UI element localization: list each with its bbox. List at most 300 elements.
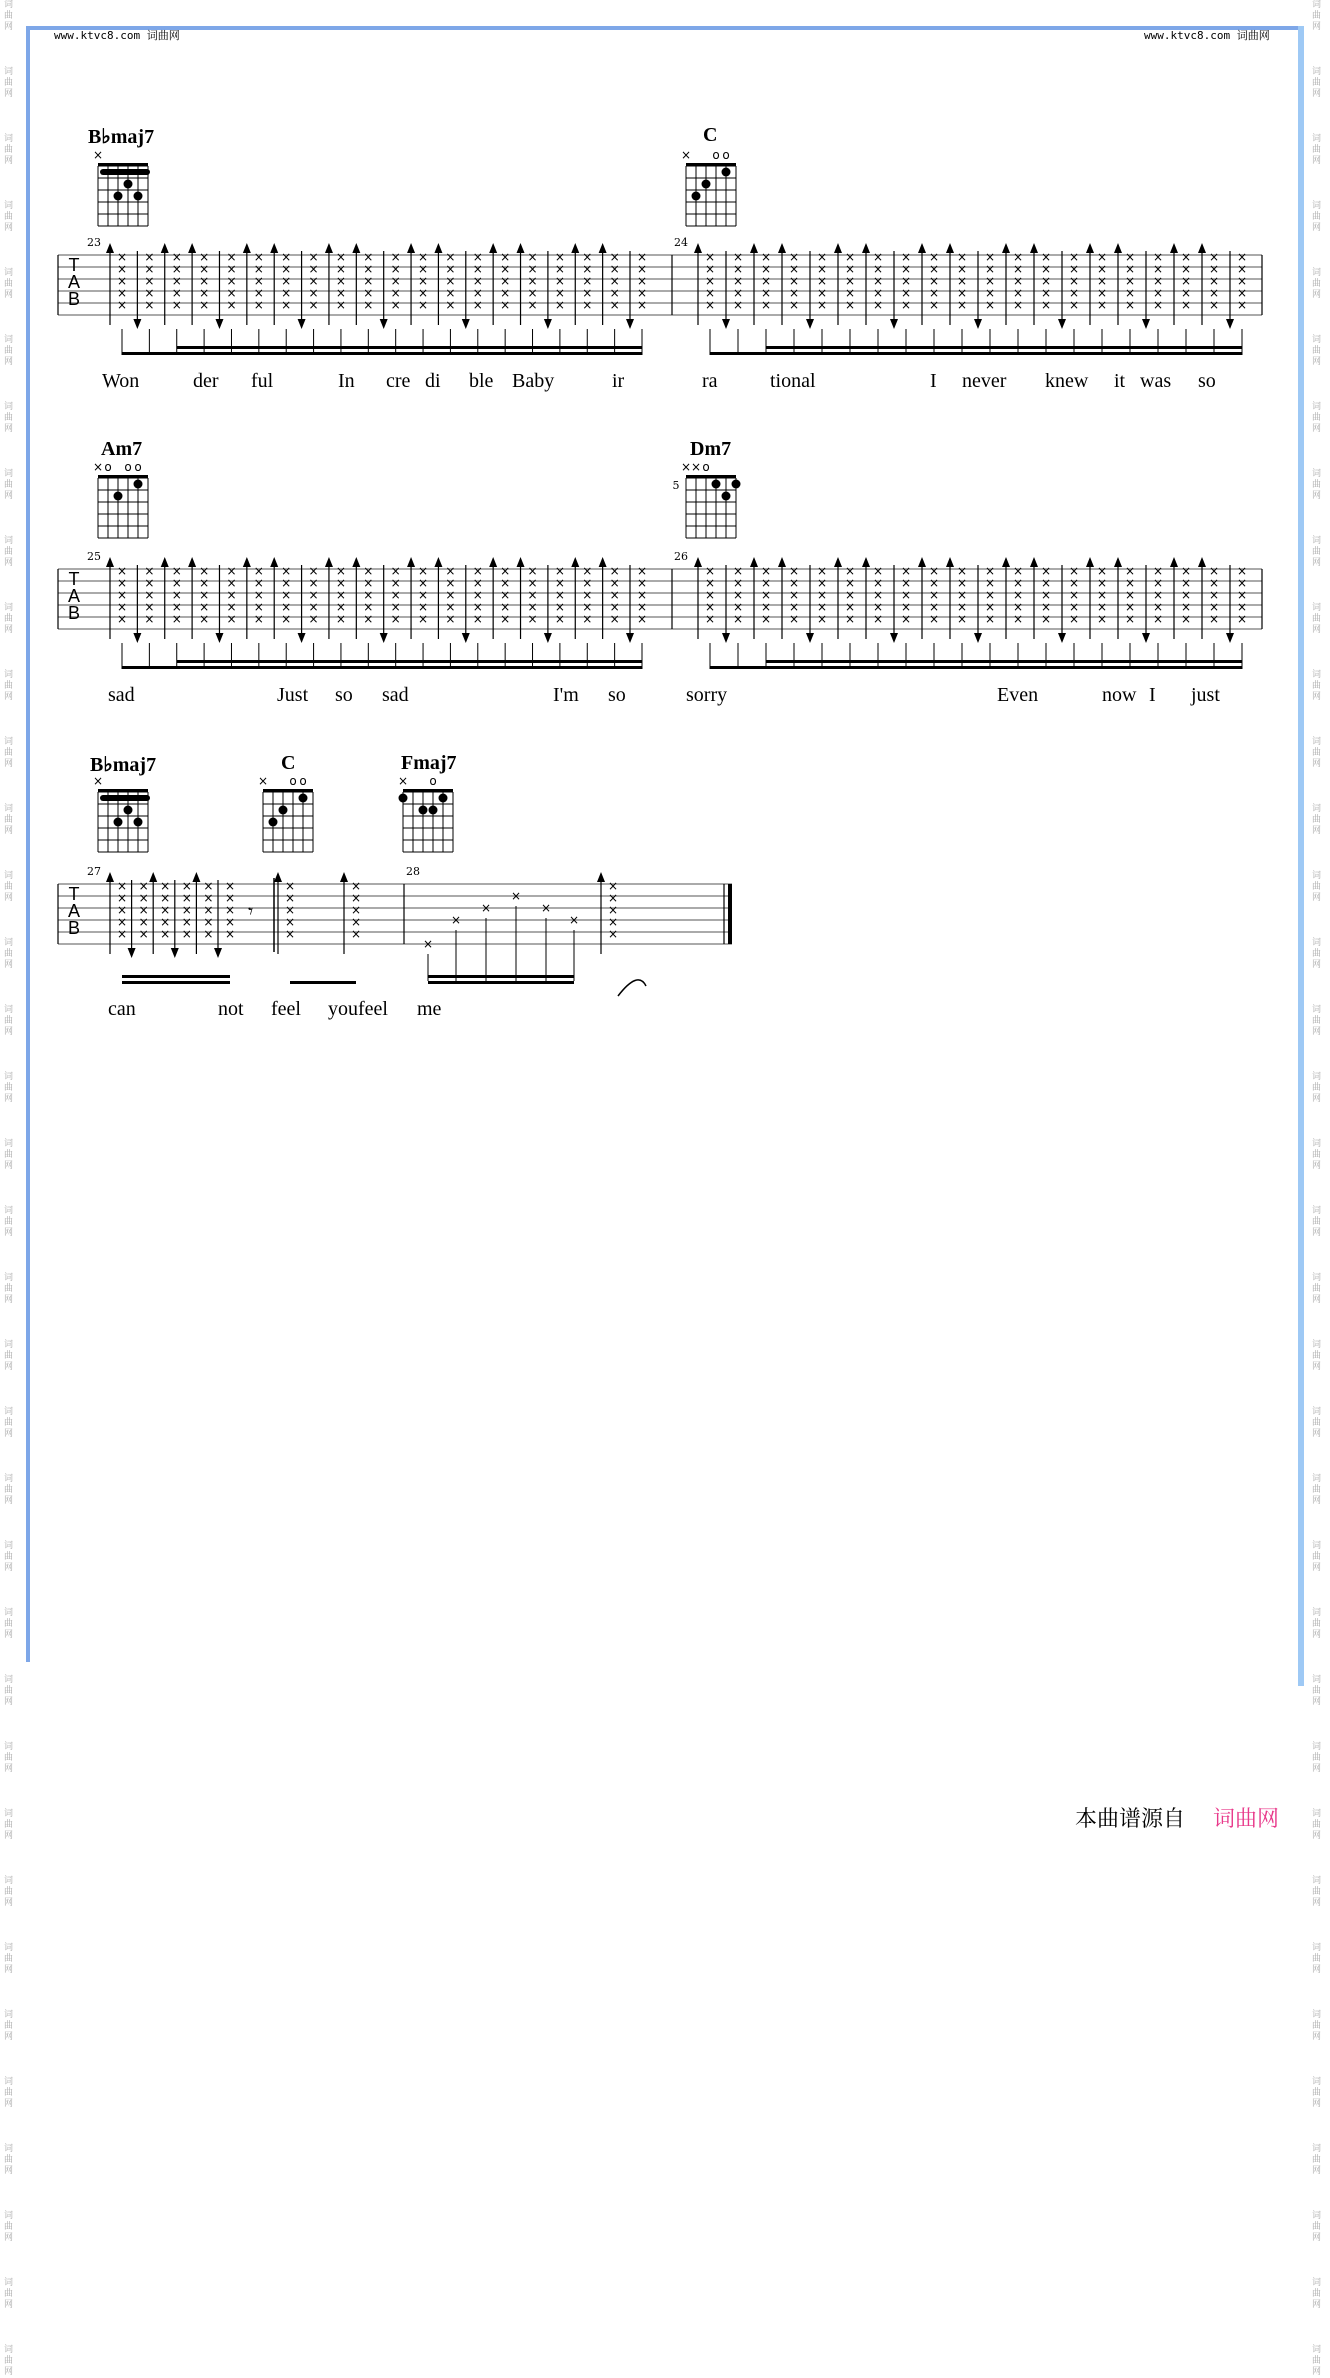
x-note: ×	[226, 286, 237, 300]
strum-up-arrow	[1086, 243, 1094, 253]
strum-up-arrow	[1086, 557, 1094, 567]
x-note: ×	[900, 274, 912, 288]
strum-up-arrow	[106, 243, 114, 253]
x-note: ×	[335, 262, 346, 276]
x-note: ×	[956, 576, 968, 590]
strum-up-arrow	[750, 557, 758, 567]
x-note: ×	[1208, 588, 1220, 602]
strum-up-arrow	[161, 243, 169, 253]
x-note: ×	[872, 612, 884, 626]
x-note: ×	[1124, 250, 1136, 264]
tab-clef: A	[67, 272, 81, 292]
finger-dot	[722, 492, 731, 501]
x-note: ×	[350, 927, 362, 941]
x-note: ×	[609, 286, 620, 300]
x-note: ×	[582, 576, 593, 590]
x-note: ×	[1180, 262, 1192, 276]
lyric-syllable: ful	[251, 370, 274, 392]
x-note: ×	[1012, 274, 1024, 288]
lyric-syllable: der	[193, 370, 219, 392]
strum-up-arrow	[597, 872, 605, 882]
x-note: ×	[1236, 576, 1248, 590]
strum-up-arrow	[243, 557, 251, 567]
x-note: ×	[760, 588, 772, 602]
strum-up-arrow	[862, 557, 870, 567]
x-note: ×	[1040, 576, 1052, 590]
x-note: ×	[284, 879, 296, 893]
x-note: ×	[582, 274, 593, 288]
lyric-syllable: I	[1149, 684, 1156, 706]
x-note: ×	[816, 600, 828, 614]
x-note: ×	[171, 274, 182, 288]
x-note: ×	[704, 262, 716, 276]
strum-down-arrow	[544, 319, 552, 329]
x-note: ×	[844, 286, 856, 300]
x-note: ×	[116, 903, 128, 917]
x-note: ×	[956, 564, 968, 578]
lyric-syllable: sad	[382, 684, 409, 706]
tab-staff	[58, 865, 732, 996]
strum-up-arrow	[489, 243, 497, 253]
finger-dot	[399, 794, 408, 803]
lyric-syllable: now	[1102, 684, 1137, 706]
x-note: ×	[732, 274, 744, 288]
x-note: ×	[607, 891, 619, 905]
x-note: ×	[1040, 262, 1052, 276]
x-note: ×	[1208, 274, 1220, 288]
strum-up-arrow	[1198, 243, 1206, 253]
x-note: ×	[788, 286, 800, 300]
beam	[766, 346, 1242, 349]
x-note: ×	[1012, 588, 1024, 602]
x-note: ×	[281, 250, 292, 264]
tab-clef: T	[68, 884, 80, 904]
x-note: ×	[956, 588, 968, 602]
x-note: ×	[390, 576, 401, 590]
finger-dot	[702, 180, 711, 189]
final-barline	[728, 884, 732, 944]
lyric-syllable: youfeel	[328, 998, 388, 1020]
strum-up-arrow	[1002, 243, 1010, 253]
x-note: ×	[816, 576, 828, 590]
x-note: ×	[500, 286, 511, 300]
strum-up-arrow	[489, 557, 497, 567]
strum-up-arrow	[1030, 243, 1038, 253]
x-note: ×	[816, 612, 828, 626]
x-note: ×	[450, 913, 462, 927]
x-note: ×	[224, 903, 236, 917]
x-note: ×	[1096, 612, 1108, 626]
x-note: ×	[788, 612, 800, 626]
strum-up-arrow	[161, 557, 169, 567]
x-note: ×	[181, 915, 192, 929]
x-note: ×	[363, 298, 374, 312]
x-note: ×	[636, 612, 648, 626]
strum-up-arrow	[106, 557, 114, 567]
x-note: ×	[472, 588, 483, 602]
strum-down-arrow	[462, 319, 470, 329]
x-note: ×	[527, 298, 538, 312]
x-note: ×	[1124, 298, 1136, 312]
lyric-syllable: Just	[277, 684, 309, 706]
x-note: ×	[472, 286, 483, 300]
measure-number: 26	[674, 550, 688, 563]
x-note: ×	[226, 262, 237, 276]
strum-up-arrow	[1114, 243, 1122, 253]
x-note: ×	[472, 250, 483, 264]
x-note: ×	[760, 298, 772, 312]
x-note: ×	[1068, 250, 1080, 264]
strum-up-arrow	[434, 557, 442, 567]
x-note: ×	[900, 250, 912, 264]
finger-dot	[429, 806, 438, 815]
strum-up-arrow	[149, 872, 157, 882]
x-note: ×	[816, 564, 828, 578]
x-note: ×	[116, 891, 128, 905]
lyric-syllable: Baby	[512, 370, 555, 392]
x-note: ×	[1068, 274, 1080, 288]
header-left: www.ktvc8.com 词曲网	[54, 29, 180, 42]
x-note: ×	[138, 927, 149, 941]
finger-dot	[732, 480, 741, 489]
x-note: ×	[732, 564, 744, 578]
lyric-syllable: sorry	[686, 684, 728, 706]
x-note: ×	[390, 600, 401, 614]
x-note: ×	[1236, 564, 1248, 578]
lyric-syllable: I	[930, 370, 937, 392]
x-note: ×	[760, 274, 772, 288]
x-note: ×	[872, 600, 884, 614]
x-note: ×	[199, 250, 210, 264]
x-note: ×	[181, 891, 192, 905]
x-note: ×	[1152, 298, 1164, 312]
x-note: ×	[335, 286, 346, 300]
x-note: ×	[844, 576, 856, 590]
strum-down-arrow	[215, 319, 223, 329]
lyric-syllable: feel	[271, 998, 301, 1020]
x-note: ×	[609, 262, 620, 276]
x-note: ×	[607, 879, 619, 893]
chord-name: Dm7	[690, 438, 732, 460]
x-note: ×	[732, 262, 744, 276]
strum-up-arrow	[571, 557, 579, 567]
x-note: ×	[554, 564, 565, 578]
right-watermark: 词曲网 词曲网 词曲网 词曲网 词曲网 词曲网 词曲网 词曲网 词曲网 词曲网 词曲网 词曲网 词曲网 词曲网 词曲网 词曲网 词曲网 词曲网 词曲网 词曲网 词曲网 词曲网 词曲网 词曲网 词曲网 词曲网 词曲网 词曲网 词曲网 词曲网 词曲网 词曲网 词曲网 词曲网 词曲网 词曲网	[1312, 0, 1322, 2377]
x-note: ×	[1180, 600, 1192, 614]
x-note: ×	[1040, 298, 1052, 312]
strum-up-arrow	[834, 243, 842, 253]
x-note: ×	[363, 612, 374, 626]
x-note: ×	[636, 262, 648, 276]
x-note: ×	[1012, 262, 1024, 276]
strum-down-arrow	[806, 319, 814, 329]
x-note: ×	[199, 576, 210, 590]
x-note: ×	[609, 612, 620, 626]
x-note: ×	[1208, 262, 1220, 276]
x-note: ×	[582, 564, 593, 578]
strum-up-arrow	[862, 243, 870, 253]
x-note: ×	[872, 564, 884, 578]
x-note: ×	[1012, 250, 1024, 264]
strum-down-arrow	[133, 319, 141, 329]
x-note: ×	[253, 600, 264, 614]
x-note: ×	[1236, 588, 1248, 602]
x-note: ×	[704, 250, 716, 264]
x-note: ×	[171, 600, 182, 614]
x-note: ×	[956, 600, 968, 614]
x-note: ×	[171, 286, 182, 300]
measure-number: 25	[87, 550, 101, 563]
chord-diagram	[93, 460, 148, 538]
x-note: ×	[144, 298, 155, 312]
x-note: ×	[1068, 600, 1080, 614]
x-note: ×	[284, 891, 296, 905]
x-note: ×	[1040, 286, 1052, 300]
x-note: ×	[281, 612, 292, 626]
x-note: ×	[1180, 250, 1192, 264]
x-note: ×	[1152, 564, 1164, 578]
x-note: ×	[1152, 576, 1164, 590]
mute-mark: ×	[680, 148, 692, 162]
x-note: ×	[568, 913, 580, 927]
finger-dot	[279, 806, 288, 815]
x-note: ×	[116, 879, 128, 893]
x-note: ×	[335, 588, 346, 602]
chord-diagram	[93, 774, 150, 852]
mute-mark: ×	[92, 774, 104, 788]
x-note: ×	[1124, 576, 1136, 590]
x-note: ×	[1208, 600, 1220, 614]
x-note: ×	[816, 286, 828, 300]
x-note: ×	[138, 879, 149, 893]
x-note: ×	[253, 576, 264, 590]
x-note: ×	[226, 250, 237, 264]
footer-brand-link[interactable]: 词曲网	[1213, 1807, 1280, 1832]
x-note: ×	[1208, 286, 1220, 300]
x-note: ×	[1040, 564, 1052, 578]
tab-clef: A	[67, 901, 81, 921]
x-note: ×	[422, 937, 434, 951]
strum-up-arrow	[340, 872, 348, 882]
beam	[122, 975, 230, 978]
x-note: ×	[350, 915, 362, 929]
x-note: ×	[872, 250, 884, 264]
x-note: ×	[928, 274, 940, 288]
x-note: ×	[472, 274, 483, 288]
x-note: ×	[636, 600, 648, 614]
x-note: ×	[144, 612, 155, 626]
x-note: ×	[788, 250, 800, 264]
x-note: ×	[928, 588, 940, 602]
chord-name: C	[703, 124, 718, 146]
x-note: ×	[704, 274, 716, 288]
chord-diagram	[398, 774, 453, 852]
strum-up-arrow	[188, 243, 196, 253]
x-note: ×	[582, 612, 593, 626]
x-note: ×	[418, 298, 429, 312]
x-note: ×	[609, 274, 620, 288]
x-note: ×	[224, 927, 236, 941]
x-note: ×	[199, 588, 210, 602]
rest: 𝄾	[248, 899, 254, 923]
x-note: ×	[226, 576, 237, 590]
x-note: ×	[844, 588, 856, 602]
tab-clef: T	[68, 569, 80, 589]
strum-up-arrow	[599, 557, 607, 567]
beam	[710, 352, 1242, 355]
strum-up-arrow	[1170, 243, 1178, 253]
beam	[710, 666, 1242, 669]
x-note: ×	[872, 286, 884, 300]
x-note: ×	[636, 564, 648, 578]
x-note: ×	[181, 927, 192, 941]
finger-dot	[124, 180, 133, 189]
x-note: ×	[609, 588, 620, 602]
x-note: ×	[788, 576, 800, 590]
x-note: ×	[144, 286, 155, 300]
tab-staff	[58, 550, 1262, 669]
x-note: ×	[1208, 576, 1220, 590]
strum-down-arrow	[974, 633, 982, 643]
finger-dot	[269, 818, 278, 827]
x-note: ×	[390, 298, 401, 312]
beam	[428, 975, 574, 978]
x-note: ×	[984, 588, 996, 602]
strum-down-arrow	[1142, 319, 1150, 329]
x-note: ×	[138, 915, 149, 929]
chord-name: Fmaj7	[401, 752, 457, 774]
x-note: ×	[788, 262, 800, 276]
lyric-syllable: so	[1198, 370, 1216, 392]
x-note: ×	[984, 274, 996, 288]
x-note: ×	[607, 927, 619, 941]
x-note: ×	[1208, 612, 1220, 626]
x-note: ×	[760, 262, 772, 276]
x-note: ×	[160, 915, 171, 929]
finger-dot	[692, 192, 701, 201]
x-note: ×	[1040, 588, 1052, 602]
x-note: ×	[116, 915, 128, 929]
x-note: ×	[199, 564, 210, 578]
strum-down-arrow	[1058, 633, 1066, 643]
x-note: ×	[554, 612, 565, 626]
x-note: ×	[1208, 298, 1220, 312]
x-note: ×	[609, 564, 620, 578]
finger-dot	[439, 794, 448, 803]
x-note: ×	[472, 600, 483, 614]
x-note: ×	[308, 298, 319, 312]
x-note: ×	[582, 250, 593, 264]
x-note: ×	[224, 915, 236, 929]
strum-up-arrow	[694, 243, 702, 253]
x-note: ×	[253, 612, 264, 626]
x-note: ×	[760, 600, 772, 614]
x-note: ×	[1124, 588, 1136, 602]
x-note: ×	[363, 600, 374, 614]
x-note: ×	[984, 612, 996, 626]
lyric-syllable: ble	[469, 370, 494, 392]
x-note: ×	[844, 250, 856, 264]
x-note: ×	[144, 600, 155, 614]
lyric-syllable: not	[218, 998, 244, 1020]
x-note: ×	[872, 298, 884, 312]
lyric-syllable: tional	[770, 370, 816, 392]
strum-down-arrow	[974, 319, 982, 329]
x-note: ×	[226, 274, 237, 288]
x-note: ×	[788, 298, 800, 312]
x-note: ×	[609, 576, 620, 590]
x-note: ×	[928, 576, 940, 590]
finger-dot	[134, 192, 143, 201]
lyric-syllable: Even	[997, 684, 1039, 706]
strum-up-arrow	[192, 872, 200, 882]
tab-clef: B	[67, 289, 81, 309]
x-note: ×	[116, 262, 128, 276]
measure-number: 28	[406, 865, 420, 878]
x-note: ×	[171, 564, 182, 578]
finger-dot	[134, 818, 143, 827]
x-note: ×	[1096, 286, 1108, 300]
x-note: ×	[1012, 600, 1024, 614]
x-note: ×	[1180, 576, 1192, 590]
x-note: ×	[1040, 250, 1052, 264]
x-note: ×	[872, 576, 884, 590]
x-note: ×	[816, 274, 828, 288]
x-note: ×	[788, 274, 800, 288]
strum-up-arrow	[694, 557, 702, 567]
strum-up-arrow	[946, 243, 954, 253]
x-note: ×	[500, 564, 511, 578]
x-note: ×	[203, 915, 214, 929]
tab-staff	[58, 236, 1262, 355]
lyric-syllable: me	[417, 998, 442, 1020]
lyric-syllable: I'm	[553, 684, 579, 706]
measure-number: 24	[674, 236, 688, 249]
beam	[177, 660, 642, 663]
x-note: ×	[171, 262, 182, 276]
x-note: ×	[308, 564, 319, 578]
x-note: ×	[171, 588, 182, 602]
x-note: ×	[445, 274, 456, 288]
x-note: ×	[253, 286, 264, 300]
x-note: ×	[527, 612, 538, 626]
strum-up-arrow	[434, 243, 442, 253]
x-note: ×	[160, 927, 171, 941]
lyric-syllable: can	[108, 998, 136, 1020]
x-note: ×	[144, 250, 155, 264]
beam	[290, 981, 356, 984]
x-note: ×	[199, 286, 210, 300]
x-note: ×	[203, 879, 214, 893]
x-note: ×	[281, 262, 292, 276]
x-note: ×	[160, 903, 171, 917]
x-note: ×	[390, 612, 401, 626]
strum-up-arrow	[1002, 557, 1010, 567]
x-note: ×	[363, 250, 374, 264]
strum-down-arrow	[806, 633, 814, 643]
strum-up-arrow	[352, 557, 360, 567]
x-note: ×	[224, 879, 236, 893]
x-note: ×	[308, 250, 319, 264]
x-note: ×	[1152, 250, 1164, 264]
x-note: ×	[445, 564, 456, 578]
x-note: ×	[844, 564, 856, 578]
x-note: ×	[472, 576, 483, 590]
x-note: ×	[363, 286, 374, 300]
open-mark: o	[702, 460, 710, 474]
finger-dot	[114, 192, 123, 201]
x-note: ×	[928, 612, 940, 626]
